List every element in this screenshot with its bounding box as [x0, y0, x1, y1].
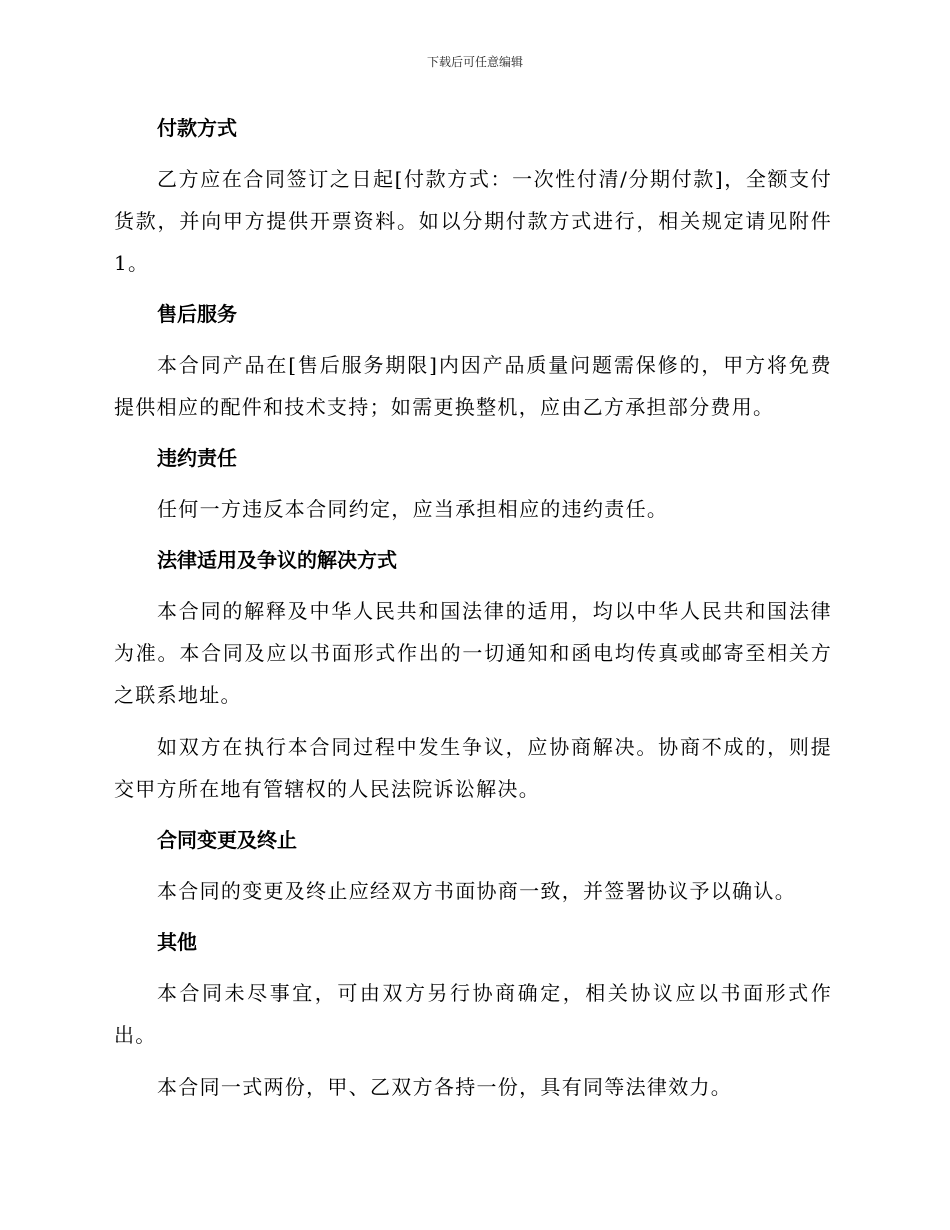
section-heading-payment: 付款方式 — [157, 116, 237, 140]
section-heading-liability: 违约责任 — [157, 446, 237, 470]
section-heading-law-dispute: 法律适用及争议的解决方式 — [157, 548, 397, 572]
section-heading-after-sales: 售后服务 — [157, 302, 237, 326]
paragraph-liability: 任何一方违反本合同约定，应当承担相应的违约责任。 — [157, 497, 669, 521]
section-heading-other: 其他 — [157, 930, 197, 954]
paragraph-other-1: 本合同未尽事宜，可由双方另行协商确定，相关协议应以书面形式作出。 — [114, 981, 832, 1047]
page-header: 下载后可任意编辑 — [426, 55, 523, 69]
paragraph-dispute: 如双方在执行本合同过程中发生争议，应协商解决。协商不成的，则提交甲方所在地有管辖权的人民法院诉讼解决。 — [114, 735, 832, 801]
document-body — [114, 108, 832, 1108]
paragraph-after-sales: 本合同产品在[售后服务期限]内因产品质量问题需保修的，甲方将免费提供相应的配件和技术支持；如需更换整机，应由乙方承担部分费用。 — [114, 353, 832, 419]
paragraph-law: 本合同的解释及中华人民共和国法律的适用，均以中华人民共和国法律为准。本合同及应以书面形式作出的一切通知和函电均传真或邮寄至相关方之联系地址。 — [114, 599, 832, 707]
paragraph-other-2: 本合同一式两份，甲、乙双方各持一份，具有同等法律效力。 — [157, 1075, 733, 1099]
section-heading-change-termination: 合同变更及终止 — [157, 828, 297, 852]
paragraph-payment: 乙方应在合同签订之日起[付款方式：一次性付清/分期付款]，全额支付货款，并向甲方提供开票资料。如以分期付款方式进行，相关规定请见附件1。 — [114, 167, 832, 275]
paragraph-change-termination: 本合同的变更及终止应经双方书面协商一致，并签署协议予以确认。 — [157, 879, 796, 903]
